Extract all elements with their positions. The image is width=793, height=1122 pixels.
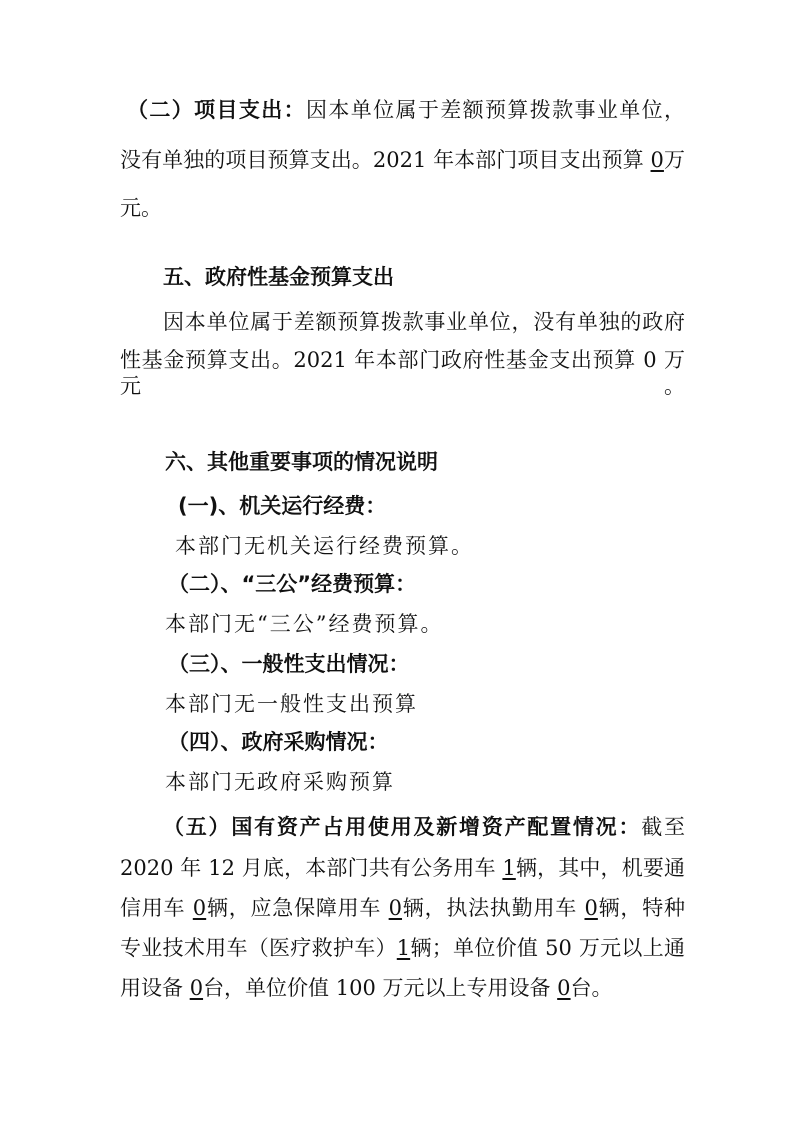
item-2-title: （二）、“三公”经费预算： (168, 572, 417, 596)
item-3-title: （三）、一般性支出情况： (168, 652, 410, 676)
item-4-title: （四）、政府采购情况： (168, 730, 389, 754)
emergency-vehicles-count: 0 (388, 896, 403, 920)
text: 台。 (570, 976, 613, 1000)
document-body (120, 97, 685, 1001)
special-vehicles-count: 1 (396, 936, 411, 960)
general-equipment-count: 0 (189, 976, 204, 1000)
text: 专业技术用车（医疗救护车） (120, 936, 397, 960)
text: 辆，其中，机要通 (515, 856, 685, 880)
text: 辆，应急保障用车 (206, 896, 389, 920)
text: 信用车 (120, 896, 193, 920)
section5-heading: 五、政府性基金预算支出 (163, 265, 394, 289)
project-expense-line-2 (120, 147, 685, 173)
item-1-title: (一)、机关运行经费： (178, 494, 387, 518)
official-vehicles-count: 1 (502, 856, 516, 880)
item-2-body: 本部门无“三公”经费预算。 (165, 612, 444, 636)
text: 2020 年 12 月底，本部门共有公务用车 (120, 856, 503, 880)
text: 辆；单位价值 50 万元以上通 (410, 936, 686, 960)
assets-line-5 (120, 975, 685, 1001)
assets-line-2 (120, 855, 685, 881)
comm-vehicles-count: 0 (192, 896, 207, 920)
assets-line-4 (120, 935, 685, 961)
text: 万 (663, 148, 685, 172)
assets-line-1 (163, 814, 685, 840)
text: 用设备 (120, 976, 190, 1000)
text: 因本单位属于差额预算拨款事业单位， (306, 98, 685, 122)
project-expense-line-1 (127, 97, 685, 123)
project-expense-heading: （二）项目支出： (127, 98, 306, 122)
law-vehicles-count: 0 (584, 896, 598, 920)
section5-line-2: 性基金预算支出。2021 年本部门政府性基金支出预算 0 万元。 (120, 348, 685, 398)
section5-line-1: 因本单位属于差额预算拨款事业单位，没有单独的政府 (163, 310, 685, 334)
item-1-body: 本部门无机关运行经费预算。 (175, 534, 474, 558)
text: 辆，特种 (597, 896, 685, 920)
text: 台，单位价值 100 万元以上专用设备 (203, 976, 558, 1000)
item-3-body: 本部门无一般性支出预算 (165, 692, 418, 716)
project-expense-amount: 0 (650, 148, 664, 172)
text: 没有单独的项目预算支出。2021 年本部门项目支出预算 (120, 148, 651, 172)
assets-title: （五）国有资产占用使用及新增资产配置情况： (163, 815, 642, 839)
project-expense-line-3: 元。 (120, 196, 162, 220)
assets-line-3 (120, 895, 685, 921)
text: 截至 (641, 815, 686, 839)
item-4-body: 本部门无政府采购预算 (165, 770, 395, 794)
section6-heading: 六、其他重要事项的情况说明 (165, 450, 438, 474)
dedicated-equipment-count: 0 (557, 976, 571, 1000)
text: 辆，执法执勤用车 (402, 896, 585, 920)
